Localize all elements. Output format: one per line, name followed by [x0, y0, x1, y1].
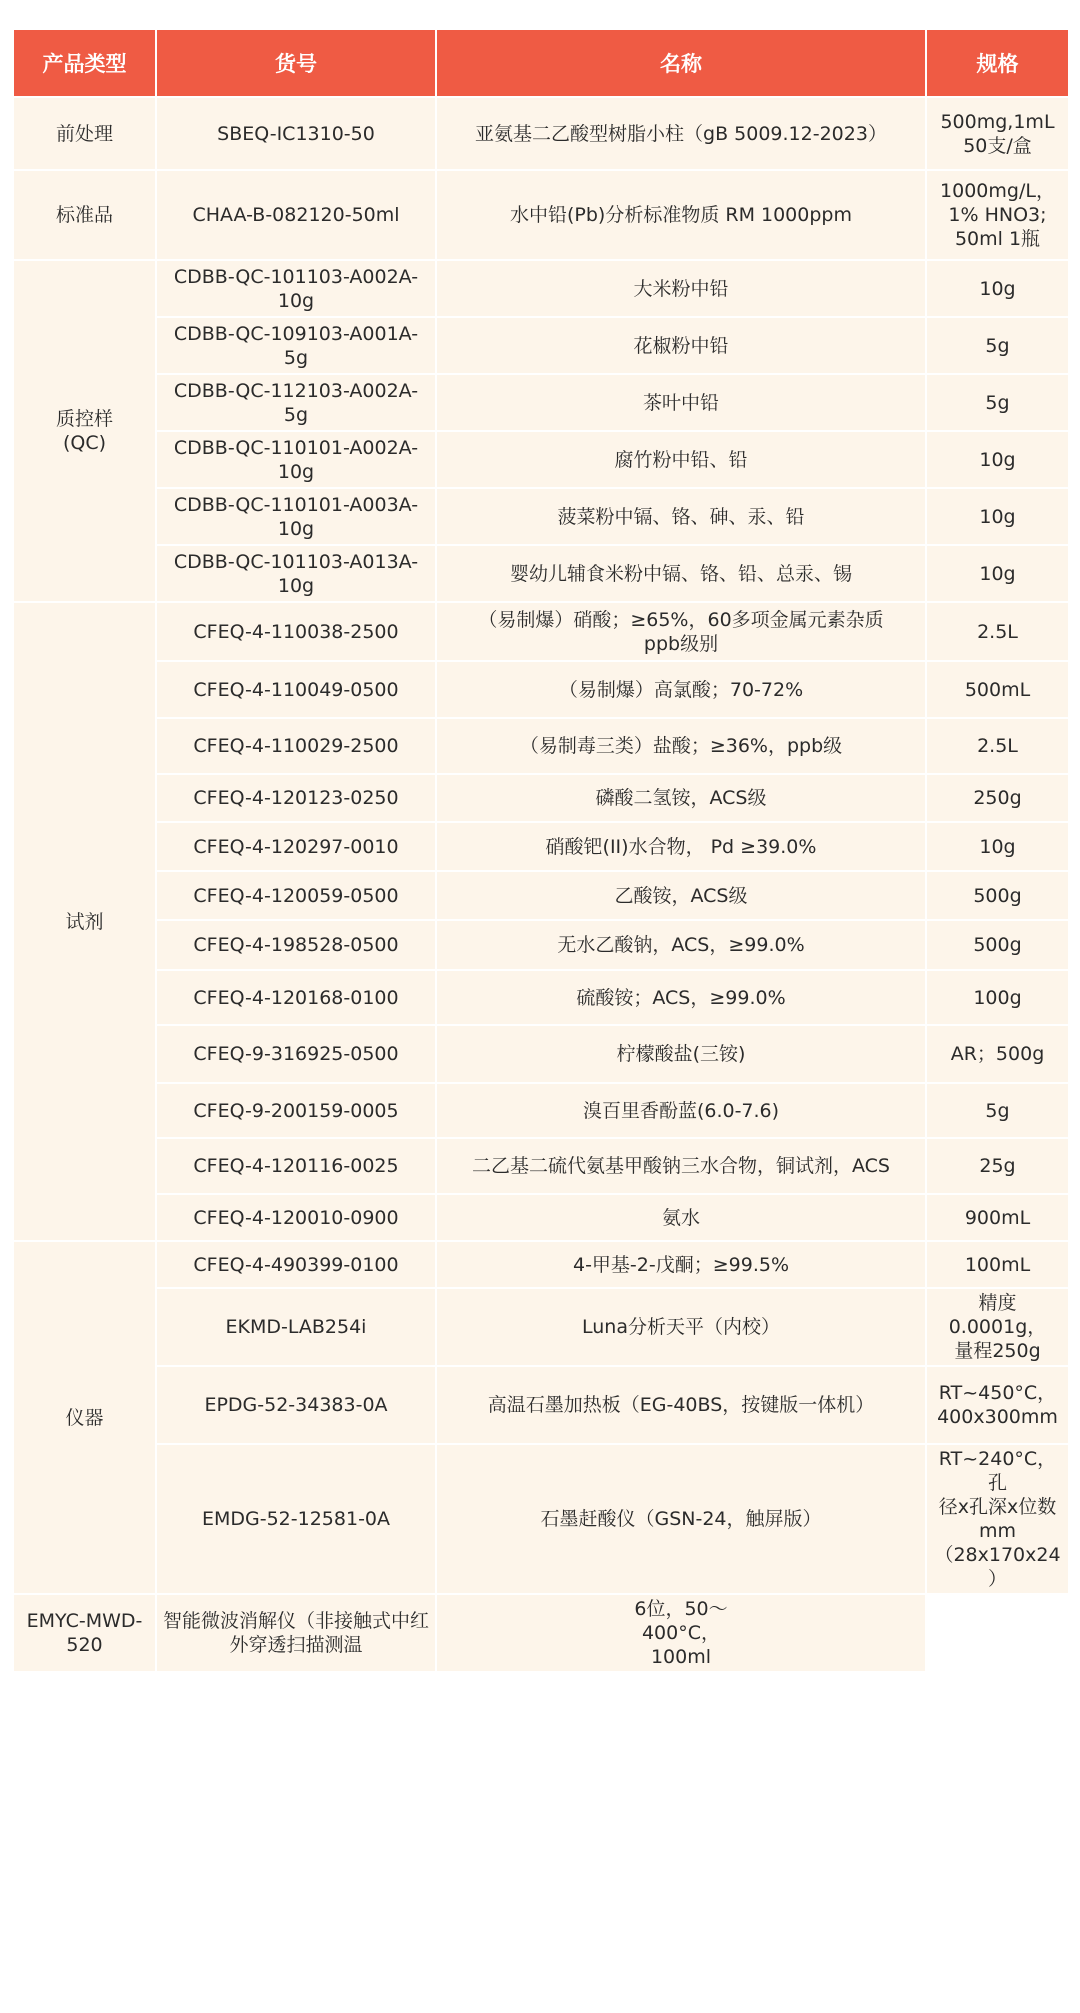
spec-cell: [926, 260, 1069, 317]
spec-cell: [926, 661, 1069, 718]
code-cell-text: CFEQ-4-120168-0100: [193, 986, 399, 1009]
spec-cell-text: AR；500g: [950, 1043, 1045, 1065]
table-row: [13, 545, 1069, 602]
name-cell: [436, 970, 926, 1025]
spec-cell-text: 500g: [973, 934, 1022, 956]
table-row: [13, 1241, 1069, 1288]
name-cell: [436, 431, 926, 488]
spec-cell: [926, 431, 1069, 488]
code-cell-text: EMDG-52-12581-0A: [201, 1508, 391, 1530]
category-cell-text: 前处理: [55, 122, 113, 145]
table-row: [13, 920, 1069, 970]
table-row: [13, 661, 1069, 718]
name-cell: [436, 661, 926, 718]
header-category: 产品类型: [13, 29, 156, 97]
code-cell-text: CFEQ-4-110029-2500: [193, 735, 399, 757]
spec-cell: [926, 1444, 1069, 1594]
code-cell-text: EKMD-LAB254i: [225, 1316, 367, 1338]
header-name: 名称: [436, 29, 926, 97]
table-row: [13, 970, 1069, 1025]
name-cell-text: 亚氨基二乙酸型树脂小柱（gB 5009.12-2023）: [475, 122, 887, 145]
code-cell: [156, 170, 436, 260]
name-cell: [436, 1366, 926, 1444]
code-cell: [156, 488, 436, 545]
name-cell: [436, 1138, 926, 1194]
code-cell: [156, 970, 436, 1025]
name-cell-text: 大米粉中铅: [633, 277, 729, 300]
table-header-row: [13, 29, 1069, 97]
name-cell: [436, 317, 926, 374]
name-cell: [436, 545, 926, 602]
code-cell-text: CFEQ-4-198528-0500: [193, 934, 399, 956]
table-row: [13, 1288, 1069, 1366]
spec-cell: [926, 1025, 1069, 1083]
table-row: [13, 1366, 1069, 1444]
category-cell: [13, 97, 156, 170]
spec-cell-text: 2.5L: [977, 620, 1018, 643]
spec-cell-text: 10g: [979, 505, 1016, 528]
spec-cell-text: 5g: [985, 1099, 1010, 1122]
name-cell: [436, 602, 926, 661]
spec-cell-text: 5g: [985, 391, 1010, 414]
code-cell-text: CDBB-QC-110101-A003A- 10g: [173, 493, 419, 540]
table-row: [13, 822, 1069, 871]
table-row: [13, 488, 1069, 545]
code-cell: [13, 1594, 156, 1672]
name-cell-text: 茶叶中铅: [642, 391, 719, 414]
name-cell-text: 石墨赶酸仪（GSN-24，触屏版）: [540, 1508, 822, 1530]
code-cell-text: SBEQ-IC1310-50: [217, 122, 375, 145]
category-cell-text: 仪器: [65, 1406, 104, 1429]
name-cell-text: 婴幼儿辅食米粉中镉、铬、铅、总汞、锡: [509, 562, 852, 585]
spec-cell-text: RT~240°C，孔 径x孔深x位数 mm （28x170x24）: [934, 1448, 1061, 1590]
spec-cell: [926, 970, 1069, 1025]
spec-cell: [926, 822, 1069, 871]
spec-cell: [926, 871, 1069, 920]
spec-cell-text: 25g: [979, 1155, 1016, 1177]
table-row: [13, 317, 1069, 374]
code-cell: [156, 431, 436, 488]
category-cell-text: 质控样 (QC): [55, 408, 113, 454]
category-cell: [13, 1241, 156, 1594]
name-cell-text: （易制爆）硝酸；≥65%，60多项金属元素杂质 ppb级别: [478, 608, 884, 655]
name-cell: [436, 1444, 926, 1594]
spec-cell-text: 1000mg/L， 1% HNO3; 50ml 1瓶: [940, 180, 1055, 250]
code-cell: [156, 1288, 436, 1366]
code-cell-text: CFEQ-4-120010-0900: [193, 1206, 399, 1229]
name-cell-text: 腐竹粉中铅、铅: [614, 448, 748, 471]
table-row: [13, 374, 1069, 431]
code-cell: [156, 1025, 436, 1083]
spec-cell-text: 500mL: [964, 678, 1031, 701]
name-cell-text: 溴百里香酚蓝(6.0-7.6): [582, 1099, 780, 1122]
spec-cell-text: 5g: [985, 334, 1010, 357]
name-cell-text: 花椒粉中铅: [633, 334, 729, 357]
table-row: [13, 1138, 1069, 1194]
category-cell: [13, 602, 156, 1241]
name-cell: [436, 97, 926, 170]
name-cell-text: 磷酸二氢铵，ACS级: [595, 787, 767, 809]
spec-cell: [926, 1366, 1069, 1444]
code-cell-text: CFEQ-4-120059-0500: [193, 884, 399, 907]
name-cell: [436, 920, 926, 970]
spec-cell: [926, 602, 1069, 661]
spec-cell: [926, 774, 1069, 822]
table-row: [13, 1444, 1069, 1594]
spec-cell-text: 500g: [973, 884, 1022, 907]
name-cell-text: 硝酸钯(II)水合物， Pd ≥39.0%: [545, 835, 817, 858]
spec-cell: [926, 1241, 1069, 1288]
spec-cell-text: 500mg,1mL 50支/盒: [940, 110, 1055, 157]
code-cell-text: CFEQ-4-120116-0025: [193, 1155, 399, 1177]
spec-cell: [926, 97, 1069, 170]
name-cell-text: 硫酸铵；ACS，≥99.0%: [576, 986, 786, 1009]
spec-cell-text: 精度0.0001g， 量程250g: [948, 1292, 1047, 1362]
name-cell: [436, 822, 926, 871]
name-cell: [156, 1594, 436, 1672]
code-cell-text: CFEQ-4-110038-2500: [193, 620, 399, 643]
spec-cell-text: 10g: [979, 277, 1016, 300]
name-cell-text: Luna分析天平（内校）: [582, 1316, 780, 1338]
name-cell-text: 氨水: [661, 1206, 700, 1229]
name-cell-text: （易制毒三类）盐酸；≥36%，ppb级: [519, 735, 843, 757]
table-row: [13, 260, 1069, 317]
category-cell: [13, 260, 156, 602]
spec-cell: [926, 374, 1069, 431]
name-cell: [436, 260, 926, 317]
name-cell: [436, 1241, 926, 1288]
table-row: [13, 170, 1069, 260]
header-code: 货号: [156, 29, 436, 97]
code-cell: [156, 822, 436, 871]
name-cell-text: 无水乙酸钠，ACS，≥99.0%: [557, 934, 805, 956]
name-cell: [436, 488, 926, 545]
product-table: [12, 28, 1070, 1673]
table-row: [13, 1594, 1069, 1672]
name-cell: [436, 170, 926, 260]
spec-cell-text: 100mL: [964, 1253, 1031, 1276]
category-cell-text: 试剂: [65, 910, 104, 933]
table-row: [13, 431, 1069, 488]
category-cell: [13, 170, 156, 260]
spec-cell: [926, 170, 1069, 260]
code-cell: [156, 374, 436, 431]
spec-cell-text: 100g: [973, 986, 1022, 1009]
spec-cell: [926, 488, 1069, 545]
name-cell: [436, 774, 926, 822]
name-cell-text: 柠檬酸盐(三铵): [616, 1043, 746, 1065]
table-row: [13, 602, 1069, 661]
code-cell-text: CDBB-QC-112103-A002A- 5g: [173, 379, 419, 426]
name-cell-text: 菠菜粉中镉、铬、砷、汞、铅: [557, 505, 805, 528]
code-cell: [156, 260, 436, 317]
code-cell-text: CDBB-QC-101103-A002A- 10g: [173, 265, 419, 312]
code-cell: [156, 718, 436, 774]
name-cell: [436, 1083, 926, 1138]
code-cell: [156, 97, 436, 170]
code-cell: [156, 1138, 436, 1194]
code-cell-text: CDBB-QC-109103-A001A- 5g: [173, 322, 419, 369]
spec-cell-text: 10g: [979, 562, 1016, 585]
name-cell-text: 水中铅(Pb)分析标准物质 RM 1000ppm: [509, 204, 852, 226]
spec-cell: [926, 1288, 1069, 1366]
code-cell-text: CFEQ-4-120297-0010: [193, 835, 399, 858]
spec-cell-text: 10g: [979, 835, 1016, 858]
spec-cell-text: 900mL: [964, 1206, 1031, 1229]
table-body: [13, 97, 1069, 1672]
spec-cell: [926, 545, 1069, 602]
table-row: [13, 718, 1069, 774]
code-cell-text: CFEQ-9-200159-0005: [193, 1099, 399, 1122]
table-row: [13, 871, 1069, 920]
table-row: [13, 1025, 1069, 1083]
code-cell: [156, 1366, 436, 1444]
spec-cell: [926, 920, 1069, 970]
name-cell: [436, 718, 926, 774]
table-row: [13, 1083, 1069, 1138]
code-cell-text: CFEQ-4-120123-0250: [193, 787, 399, 809]
code-cell-text: CDBB-QC-110101-A002A- 10g: [173, 436, 419, 483]
code-cell: [156, 1194, 436, 1241]
code-cell-text: CFEQ-4-490399-0100: [193, 1253, 399, 1276]
spec-cell: [926, 718, 1069, 774]
spec-cell-text: 2.5L: [977, 735, 1018, 757]
spec-cell-text: RT~450°C， 400x300mm: [937, 1382, 1058, 1428]
code-cell: [156, 1083, 436, 1138]
product-table-container: [12, 28, 1068, 1673]
code-cell: [156, 871, 436, 920]
spec-cell: [926, 1138, 1069, 1194]
code-cell: [156, 661, 436, 718]
name-cell-text: （易制爆）高氯酸；70-72%: [558, 678, 804, 701]
name-cell: [436, 871, 926, 920]
name-cell: [436, 1194, 926, 1241]
spec-cell: [926, 317, 1069, 374]
code-cell-text: CHAA-B-082120-50ml: [192, 204, 400, 226]
table-row: [13, 1194, 1069, 1241]
name-cell: [436, 1025, 926, 1083]
code-cell-text: CFEQ-9-316925-0500: [193, 1043, 399, 1065]
spec-cell-text: 6位，50～ 400°C， 100ml: [634, 1598, 728, 1668]
code-cell: [156, 317, 436, 374]
name-cell-text: 二乙基二硫代氨基甲酸钠三水合物，铜试剂，ACS: [472, 1155, 890, 1177]
spec-cell: [926, 1083, 1069, 1138]
table-row: [13, 774, 1069, 822]
code-cell-text: CDBB-QC-101103-A013A- 10g: [173, 550, 419, 597]
name-cell-text: 4-甲基-2-戊酮；≥99.5%: [572, 1253, 790, 1276]
header-spec: 规格: [926, 29, 1069, 97]
code-cell: [156, 545, 436, 602]
table-row: [13, 97, 1069, 170]
code-cell: [156, 774, 436, 822]
name-cell: [436, 1288, 926, 1366]
spec-cell-text: 10g: [979, 448, 1016, 471]
name-cell-text: 乙酸铵，ACS级: [614, 884, 748, 907]
name-cell: [436, 374, 926, 431]
spec-cell: [436, 1594, 926, 1672]
code-cell: [156, 920, 436, 970]
code-cell: [156, 1444, 436, 1594]
spec-cell-text: 250g: [973, 787, 1022, 809]
name-cell-text: 智能微波消解仪（非接触式中红外穿透扫描测温: [163, 1610, 430, 1656]
code-cell: [156, 1241, 436, 1288]
spec-cell: [926, 1194, 1069, 1241]
code-cell: [156, 602, 436, 661]
code-cell-text: CFEQ-4-110049-0500: [193, 678, 399, 701]
code-cell-text: EMYC-MWD-520: [26, 1610, 143, 1656]
code-cell-text: EPDG-52-34383-0A: [204, 1394, 388, 1416]
category-cell-text: 标准品: [55, 204, 113, 226]
name-cell-text: 高温石墨加热板（EG-40BS，按键版一体机）: [487, 1394, 875, 1416]
